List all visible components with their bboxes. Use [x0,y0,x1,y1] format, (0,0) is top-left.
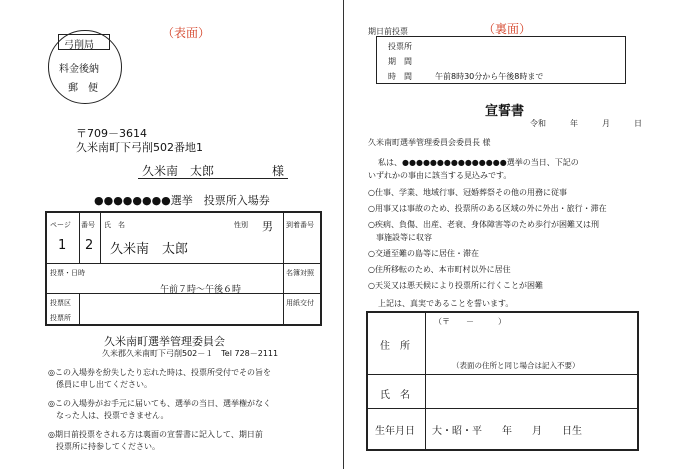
reason-5: ○住所移転のため、本市町村以外に居住 [368,265,511,274]
date-line: 令和 年 月 日 [530,119,642,128]
district-label: 投票区 [50,299,71,307]
address: 久米南町下弓削502番地1 [76,141,203,154]
postmark-line2: 郵 便 [68,83,98,94]
page-label: ページ [50,221,71,229]
ev-time-value: 午前8時30分から午後8時まで [435,72,544,81]
ticket-vline-3 [79,294,80,325]
note-2b: なった人は、投票できません。 [48,411,169,420]
intro-line-1: 私は、●●●●●●●●●●●●●●●選挙の当日、下記の [378,158,579,167]
venue-label: 投票所 [50,314,71,322]
dob-value: 大・昭・平 年 月 日生 [432,426,582,437]
recipient-name: 久米南 太郎 [142,164,215,178]
ticket-divider-1 [46,263,321,264]
reason-2: ○用事又は事故のため、投票所のある区域の外に外出・旅行・滞在 [368,204,607,213]
fold-line [343,0,344,469]
num-label: 番号 [81,221,95,229]
ev-time-label: 時 間 [388,72,412,81]
form-label-divider [425,312,426,450]
back-side-label: （裏面） [483,22,532,36]
num-value: 2 [85,238,94,253]
reason-3: ○疾病、負傷、出産、老衰、身体障害等のため歩行が困難又は刑 [368,220,599,229]
roster-label: 名簿対照 [286,269,314,277]
ev-period-label: 期 間 [388,57,412,66]
issue-label: 用紙交付 [286,299,314,307]
honorific: 様 [272,164,285,178]
gender-label: 性別 [234,221,248,229]
note-3a: ◎期日前投票をされる方は裏面の宣誓書に記入して、期日前 [48,430,263,439]
reason-3-cont: 事施設等に収容 [368,233,432,242]
note-1b: 係員に申し出てください。 [48,380,152,389]
reason-4: ○交通至難の島等に居住・滞在 [368,249,479,258]
note-2a: ◎この入場券がお手元に届いても、選挙の当日、選挙権がなく [48,399,271,408]
ev-venue-label: 投票所 [388,42,412,51]
ticket-vline-2 [100,212,101,263]
gender-value: 男 [262,220,273,233]
early-voting-label: 期日前投票 [368,27,408,36]
ticket-vline-4 [283,212,284,325]
form-row-divider-2 [367,408,638,409]
page-value: 1 [58,238,67,253]
address-note: （表面の住所と同じ場合は記入不要） [452,361,580,370]
reason-1: ○仕事、学業、地域行事、冠婚葬祭その他の用務に従事 [368,188,567,197]
committee-address: 久米郡久米南町下弓削502－１ Tel 728－2111 [102,349,279,358]
name-value: 久米南 太郎 [110,242,189,257]
note-1a: ◎この入場券を紛失したり忘れた時は、投票所受付でその旨を [48,368,271,377]
declaration: 上記は、真実であることを誓います。 [378,299,514,308]
date-label: 投票・日時 [50,269,85,277]
postmark-line1: 料金後納 [59,64,99,75]
ticket-title: ●●●●●●●●選挙 投票所入場券 [94,194,270,207]
reason-6: ○天災又は悪天候により投票所に行くことが困難 [368,281,543,290]
postal-code: 〒709－3614 [76,127,147,140]
ticket-vline-1 [79,212,80,263]
postal-hint: （〒 － ） [434,317,506,326]
postmark-office-text: 弓削局 [64,40,94,51]
counter-label: 到着番号 [286,221,314,229]
addressee: 久米南町選挙管理委員会委員長 様 [368,138,491,147]
name-label-back: 氏 名 [380,390,410,401]
dob-label: 生年月日 [375,426,415,437]
committee-name: 久米南町選挙管理委員会 [104,335,225,348]
form-row-divider-1 [367,374,638,375]
address-label: 住 所 [380,341,410,352]
front-side-label: （表面） [162,26,211,40]
recipient-underline [138,178,288,179]
hours-value: 午前７時～午後６時 [160,285,242,295]
name-label: 氏 名 [104,221,125,229]
intro-line-2: いずれかの事由に該当する見込みです。 [368,171,512,180]
oath-title: 宣誓書 [485,104,525,119]
note-3b: 投票所に持参してください。 [48,442,160,451]
